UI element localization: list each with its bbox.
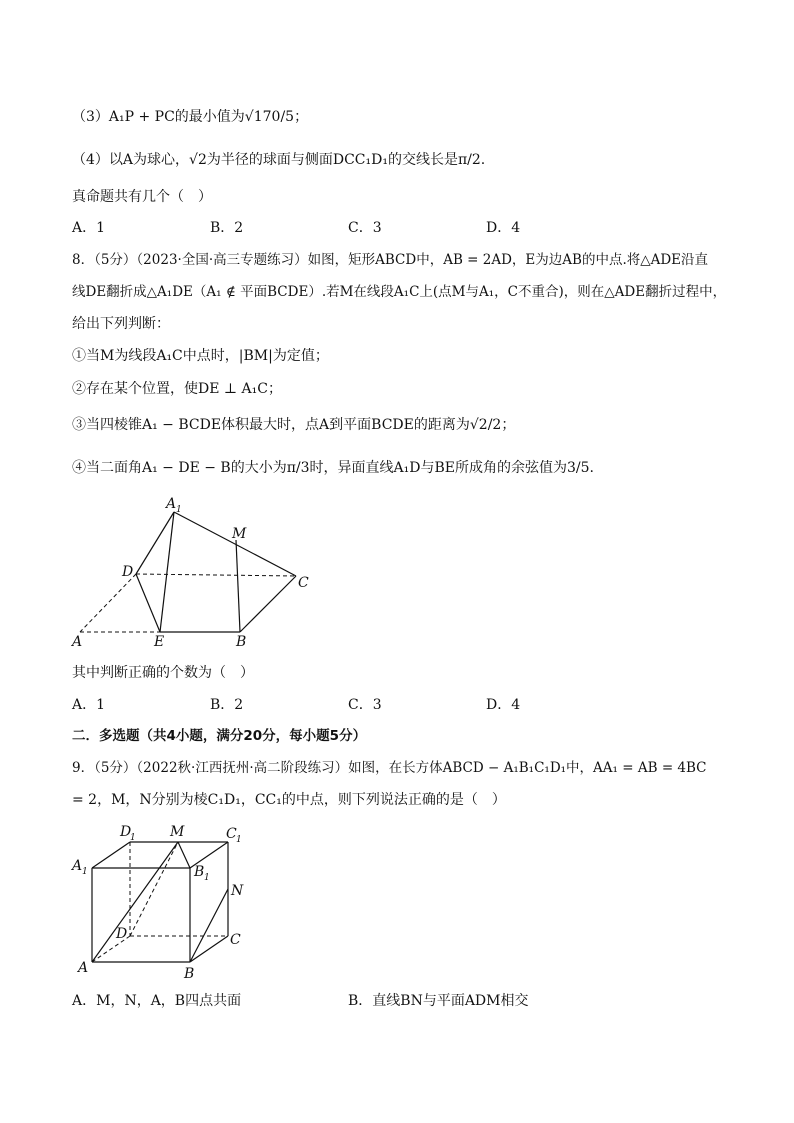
label-c: C [230,932,241,948]
q7-option-c: C．3 [348,220,382,236]
label-d1: D [120,824,132,840]
q8-judgement-4: ④当二面角A₁ − DE − B的大小为π/3时，异面直线A₁D与BE所成角的余弦值为3/5. [72,460,594,476]
q8-judgement-2: ②存在某个位置，使DE ⊥ A₁C； [72,381,282,397]
segment-a-m [92,842,178,962]
label-c1-sub: 1 [236,835,242,845]
label-b: B [236,634,247,650]
q8-judgement-1: ①当M为线段A₁C中点时，|BM|为定值； [72,348,329,364]
q9-cuboid-figure [60,818,260,983]
label-a: A [72,634,83,650]
segment-m-b1 [178,842,190,868]
label-e: E [154,634,165,650]
q7-option-d: D．4 [486,220,521,236]
q9-stem-line-1: 9．（5分）（2022秋·江西抚州·高二阶段练习）如图，在长方体ABCD − A₁B₁C₁D₁中，AA₁ = AB = 4BC [72,760,707,776]
segment-d-m-dashed [130,842,178,936]
label-m: M [170,824,185,840]
q7-option-b: B．2 [210,220,244,236]
label-d1-sub: 1 [130,833,136,843]
label-a1-sub: 1 [176,505,182,515]
q8-option-c: C．3 [348,697,382,713]
q7-question: 真命题共有几个（ ） [72,189,212,205]
section-heading-multiple-choice: 二．多选题（共4小题，满分20分，每小题5分） [72,728,367,744]
q8-option-b: B．2 [210,697,244,713]
edge-d-e [136,574,160,632]
label-a: A [78,960,89,976]
edge-d-a-dashed [80,574,136,632]
edge-a1-d1 [92,842,130,868]
label-n: N [231,883,244,899]
label-m: M [232,526,247,542]
edge-a1-c [174,512,296,576]
label-a1-sub: 1 [82,867,88,877]
edge-b-c [240,576,296,632]
label-c: C [298,575,309,591]
edge-b-c [190,936,228,962]
q8-option-a: A．1 [72,697,106,713]
q7-statement-3: （3）A₁P + PC的最小值为√170/5； [72,109,309,125]
q7-option-a: A．1 [72,220,106,236]
edge-m-b [236,540,240,632]
segment-b-n [190,889,228,962]
edge-d-c-dashed [136,574,296,576]
q8-question: 其中判断正确的个数为（ ） [72,665,254,681]
q8-stem-line-1: 8．（5分）（2023·全国·高三专题练习）如图，矩形ABCD中，AB = 2AD，E为边AB的中点.将△ADE沿直 [72,252,709,268]
q7-statement-4: （4）以A为球心，√2为半径的球面与侧面DCC₁D₁的交线长是π/2. [72,152,486,168]
q8-stem-line-2: 线DE翻折成△A₁DE（A₁ ∉ 平面BCDE）.若M在线段A₁C上(点M与A₁，C不重合)，则在△ADE翻折过程中， [72,284,727,300]
label-a1: A [166,496,177,512]
q8-folding-figure [60,490,330,650]
q8-stem-line-3: 给出下列判断： [72,316,170,332]
label-b: B [184,966,195,982]
label-b1: B [194,864,205,880]
edge-a1-e [160,512,174,632]
q8-option-d: D．4 [486,697,521,713]
label-a1: A [72,858,83,874]
label-d: D [122,564,134,580]
label-c1: C [226,826,237,842]
q9-option-a: A．M，N，A，B四点共面 [72,993,242,1009]
q9-stem-line-2: = 2，M，N分别为棱C₁D₁，CC₁的中点，则下列说法正确的是（ ） [72,792,506,808]
label-d: D [116,926,128,942]
q9-option-b: B．直线BN与平面ADM相交 [348,993,529,1009]
q8-judgement-3: ③当四棱锥A₁ − BCDE体积最大时，点A到平面BCDE的距离为√2/2； [72,417,516,433]
label-b1-sub: 1 [204,873,210,883]
